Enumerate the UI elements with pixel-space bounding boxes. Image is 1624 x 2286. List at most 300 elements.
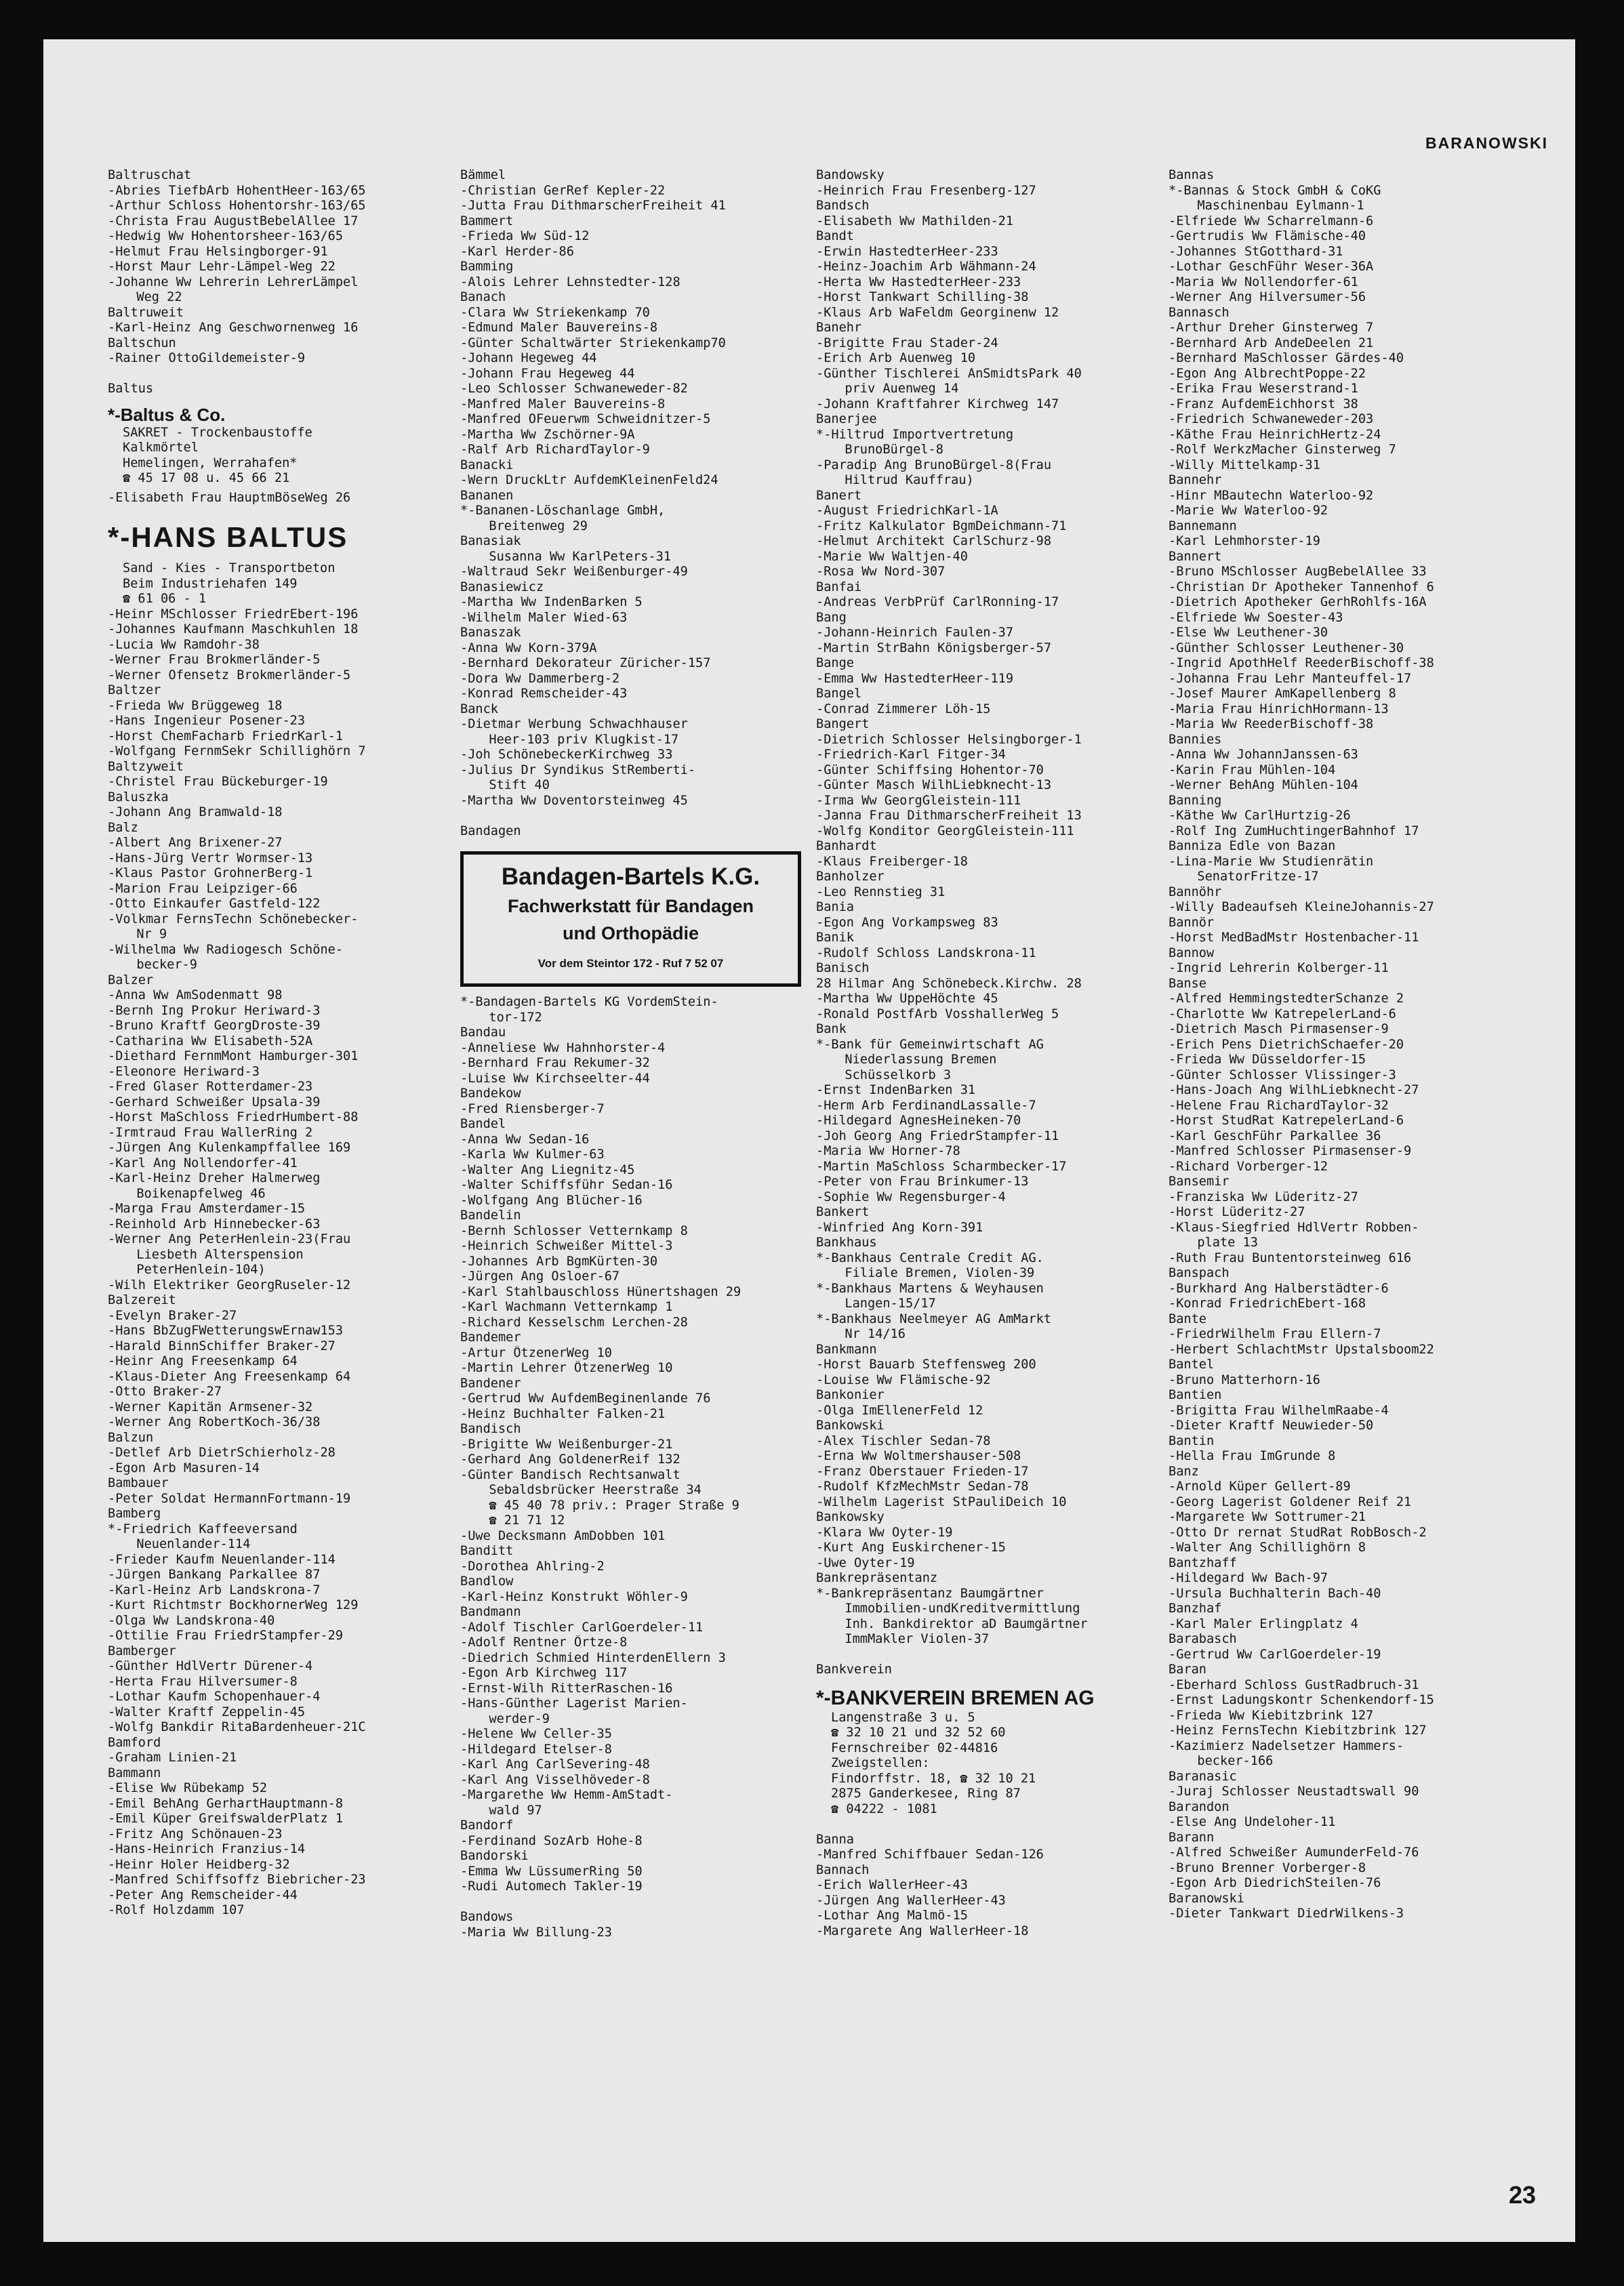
directory-entry: -Johann Frau Hegeweg 44	[460, 366, 635, 381]
directory-entry: 28 Hilmar Ang Schönebeck.Kirchw. 28	[816, 976, 1082, 991]
directory-entry: -Edmund Maler Bauvereins-8	[460, 321, 658, 335]
surname-heading: Baranowski	[1169, 1891, 1244, 1906]
directory-entry: Liesbeth Alterspension	[121, 1247, 304, 1262]
advertisement-body	[816, 1711, 1165, 1818]
directory-entry: Stift 40	[474, 778, 550, 792]
surname-heading: Banniza Edle von Bazan	[1169, 839, 1336, 853]
advertisement-line: ☎ 04222 - 1081	[831, 1801, 937, 1816]
directory-entry: -Horst Bauarb Steffensweg 200	[816, 1358, 1036, 1372]
directory-entry: -Maria Ww Horner-78	[816, 1144, 960, 1158]
directory-entry: -Willy Badeaufseh KleineJohannis-27	[1169, 900, 1434, 914]
directory-entry: -Brigitte Ww Weißenburger-21	[460, 1437, 673, 1452]
directory-entry: -Günther Schlosser Leuthener-30	[1169, 640, 1404, 655]
directory-entry: -Emil Küper GreifswalderPlatz 1	[108, 1812, 344, 1826]
directory-entry: -Kurt Ang Euskirchener-15	[816, 1540, 1006, 1555]
directory-entry: -Heinr Ang Freesenkamp 64	[108, 1354, 298, 1368]
directory-entry: -Richard Vorberger-12	[1169, 1159, 1328, 1174]
surname-heading: Bankhaus	[816, 1236, 877, 1250]
directory-entry: -Erich Arb Auenweg 10	[816, 351, 976, 365]
advertisement-line: Kalkmörtel	[123, 441, 199, 455]
surname-heading: Bankmann	[816, 1342, 877, 1357]
surname-heading: Bansemir	[1169, 1175, 1230, 1189]
directory-entry: -Gertrud Ww AufdemBeginenlande 76	[460, 1391, 711, 1406]
directory-entry: -Erich Pens DietrichSchaefer-20	[1169, 1037, 1404, 1052]
directory-entry: -Else Ang Undeloher-11	[1169, 1815, 1336, 1829]
directory-entry: -Horst ChemFacharb FriedrKarl-1	[108, 729, 344, 743]
directory-entry: -Rolf WerkzMacher Ginsterweg 7	[1169, 443, 1396, 457]
directory-entry: *-Bankhaus Centrale Credit AG.	[816, 1250, 1044, 1265]
directory-entry: -Egon Arb Masuren-14	[108, 1461, 260, 1475]
directory-entry: -Johannes Kaufmann Maschkuhlen 18	[108, 622, 359, 636]
directory-entry: -Käthe Frau HeinrichHertz-24	[1169, 427, 1381, 442]
advertisement-line: Beim Industriehafen 149	[123, 576, 298, 591]
directory-entry: -Anna Ww Sedan-16	[460, 1132, 590, 1147]
directory-entry: -Wilhelm Maler Wied-63	[460, 610, 628, 625]
directory-entry: -Irma Ww GeorgGleistein-111	[816, 793, 1021, 808]
surname-heading: Bante	[1169, 1311, 1206, 1326]
directory-entry: -Fritz Kalkulator BgmDeichmann-71	[816, 518, 1067, 533]
directory-entry: -Harald BinnSchiffer Braker-27	[108, 1339, 336, 1353]
directory-entry: -Karl Ang CarlSevering-48	[460, 1757, 650, 1772]
directory-entry: -Johann-Heinrich Faulen-37	[816, 626, 1014, 640]
directory-entry: -Maria Ww ReederBischoff-38	[1169, 717, 1374, 731]
surname-heading: Banditt	[460, 1544, 514, 1558]
advertisement-body	[108, 561, 457, 607]
directory-entry: -Dorothea Ahlring-2	[460, 1559, 605, 1574]
directory-entry: -Klaus-Siegfried HdlVertr Robben-	[1169, 1220, 1419, 1235]
advertiser-name: *-BANKVEREIN BREMEN AG	[816, 1686, 1095, 1709]
directory-entry: -Bernhard MaSchlosser Gärdes-40	[1169, 351, 1404, 365]
surname-heading: Bannert	[1169, 549, 1222, 564]
surname-heading: Bankowsky	[816, 1510, 885, 1524]
directory-entry: ☎ 21 71 12	[474, 1513, 565, 1528]
surname-heading: Bangert	[816, 717, 870, 731]
directory-entry: -Maria Frau HinrichHormann-13	[1169, 701, 1389, 716]
surname-heading: Bandelin	[460, 1208, 521, 1223]
directory-entry: *-Bankrepräsentanz Baumgärtner	[816, 1586, 1044, 1601]
surname-heading: Bantel	[1169, 1358, 1215, 1372]
directory-entry: -Lucia Ww Ramdohr-38	[108, 637, 260, 652]
directory-entry: -Volkmar FernsTechn Schönebecker-	[108, 912, 359, 926]
directory-entry: -Dora Ww Dammerberg-2	[460, 671, 620, 686]
directory-entry: Nr 14/16	[830, 1327, 906, 1341]
directory-entry: Heer-103 priv Klugkist-17	[474, 732, 679, 747]
directory-entry: -Gertrud Ww CarlGoerdeler-19	[1169, 1647, 1381, 1662]
surname-heading: Bandmann	[460, 1605, 521, 1619]
surname-heading: Bannies	[1169, 732, 1222, 747]
directory-entry: -Hans BbZugFWetterungswErnaw153	[108, 1324, 344, 1338]
surname-heading: Banasiewicz	[460, 579, 544, 594]
directory-entry: -Franziska Ww Lüderitz-27	[1169, 1189, 1358, 1204]
directory-entry: -Erich WallerHeer-43	[816, 1878, 968, 1892]
directory-entry: becker-166	[1182, 1754, 1274, 1768]
surname-heading: Bamford	[108, 1735, 161, 1750]
directory-entry: -Johann Kraftfahrer Kirchweg 147	[816, 396, 1059, 411]
surname-heading: Balzun	[108, 1430, 154, 1445]
directory-entry: -Martha Ww IndenBarken 5	[460, 595, 643, 609]
directory-entry: -Arthur Dreher Ginsterweg 7	[1169, 321, 1374, 335]
directory-entry: -Else Ww Leuthener-30	[1169, 626, 1328, 640]
surname-heading: Barann	[1169, 1830, 1215, 1845]
directory-entry: -Adolf Rentner Örtze-8	[460, 1635, 628, 1650]
directory-entry: -Bruno Kraftf GeorgDroste-39	[108, 1019, 321, 1033]
directory-entry: -Herbert SchlachtMstr Upstalsboom22	[1169, 1342, 1434, 1357]
surname-heading: Banik	[816, 931, 854, 945]
surname-heading: Bamberg	[108, 1507, 161, 1521]
column-1	[108, 168, 457, 1919]
directory-entry: -Margarete Ww Sottrumer-21	[1169, 1510, 1366, 1524]
surname-heading: Bammann	[108, 1765, 161, 1780]
surname-heading: Bandau	[460, 1025, 506, 1040]
directory-entry: -Charlotte Ww KatrepelerLand-6	[1169, 1006, 1396, 1021]
directory-entry: -Margarete Ang WallerHeer-18	[816, 1923, 1029, 1938]
directory-entry: werder-9	[474, 1711, 550, 1726]
directory-entry: -Herta Frau Hilversumer-8	[108, 1674, 298, 1689]
directory-entry: -Heinrich Schweißer Mittel-3	[460, 1239, 673, 1253]
directory-entry: -Ottilie Frau FriedrStampfer-29	[108, 1629, 344, 1643]
surname-heading: Bangel	[816, 687, 862, 701]
directory-entry: -Alfred HemmingstedterSchanze 2	[1169, 992, 1404, 1006]
directory-entry: -Burkhard Ang Halberstädter-6	[1169, 1281, 1389, 1296]
directory-entry: -Martha Ww Zschörner-9A	[460, 427, 635, 442]
directory-entry: -Hildegard AgnesHeineken-70	[816, 1114, 1021, 1128]
directory-entry: -Helmut Architekt CarlSchurz-98	[816, 534, 1052, 548]
directory-entry: Niederlassung Bremen	[830, 1053, 997, 1067]
directory-entry: -Hans Ingenieur Posener-23	[108, 714, 306, 728]
directory-entry: -Johann Hegeweg 44	[460, 351, 597, 365]
surname-heading: Bandlow	[460, 1574, 514, 1589]
directory-entry: -Ernst Ladungskontr Schenkendorf-15	[1169, 1693, 1434, 1707]
directory-entry: -Luise Ww Kirchseelter-44	[460, 1071, 650, 1086]
surname-heading: Bannöhr	[1169, 884, 1222, 899]
directory-entry: -Bernhard Dekorateur Züricher-157	[460, 656, 711, 670]
directory-entry: -Friedrich-Karl Fitger-34	[816, 748, 1006, 762]
advertisement-line: 2875 Ganderkesee, Ring 87	[831, 1787, 1021, 1801]
directory-entry: -Günter Masch WilhLiebknecht-13	[816, 778, 1052, 792]
directory-entry: -Karl-Heinz Konstrukt Wöhler-9	[460, 1589, 688, 1604]
directory-entry: Breitenweg 29	[474, 518, 588, 533]
advertisement-line: ☎ 32 10 21 und 32 52 60	[831, 1726, 1006, 1740]
advertisement-line: Hemelingen, Werrahafen*	[123, 455, 298, 470]
surname-heading: Banasiak	[460, 534, 521, 548]
directory-entry: -Franz Oberstauer Frieden-17	[816, 1464, 1029, 1479]
advertisement-line: Zweigstellen:	[831, 1756, 930, 1770]
directory-entry: -Friedrich Schwaneweder-203	[1169, 412, 1374, 426]
advertisement	[108, 519, 457, 607]
directory-entry: -Karl Ang Nollendorfer-41	[108, 1156, 298, 1170]
directory-entry: -Erika Frau Weserstrand-1	[1169, 382, 1358, 396]
directory-entry: -Werner Ang RobertKoch-36/38	[108, 1415, 321, 1429]
surname-heading: Bankonier	[816, 1388, 885, 1402]
directory-entry: *-Bananen-Löschanlage GmbH,	[460, 504, 666, 518]
directory-entry: -Detlef Arb DietrSchierholz-28	[108, 1446, 336, 1460]
surname-heading: Bandows	[460, 1910, 514, 1924]
directory-entry: -Dietrich Schlosser Helsingborger-1	[816, 732, 1082, 747]
directory-entry: -Conrad Zimmerer Löh-15	[816, 701, 991, 716]
directory-entry: -Eleonore Heriward-3	[108, 1064, 260, 1079]
directory-entry: -Frieda Ww Süd-12	[460, 229, 590, 243]
directory-entry: -Christian GerRef Kepler-22	[460, 183, 666, 198]
directory-entry: priv Auenweg 14	[830, 382, 959, 396]
directory-entry: -Janna Frau DithmarscherFreiheit 13	[816, 809, 1082, 823]
directory-entry: -Karl Ang Visselhöveder-8	[460, 1772, 650, 1787]
directory-entry: -Dieter Kraftf Neuwieder-50	[1169, 1418, 1374, 1433]
directory-entry: PeterHenlein-104)	[121, 1263, 266, 1277]
directory-entry: -Karl Maler Erlingplatz 4	[1169, 1616, 1358, 1631]
surname-heading: Bamming	[460, 260, 514, 274]
directory-entry: Maschinenbau Eylmann-1	[1182, 199, 1364, 213]
directory-entry: -Alois Lehrer Lehnstedter-128	[460, 274, 681, 289]
directory-entry: -Anna Ww Korn-379A	[460, 640, 597, 655]
surname-heading: Baltruschat	[108, 168, 192, 182]
surname-heading: Bandel	[460, 1117, 506, 1131]
directory-entry: -Anneliese Ww Hahnhorster-4	[460, 1040, 666, 1055]
surname-heading: Banspach	[1169, 1266, 1230, 1280]
directory-entry: -Franz AufdemEichhorst 38	[1169, 396, 1358, 411]
directory-entry: -Rudolf KfzMechMstr Sedan-78	[816, 1479, 1029, 1494]
directory-entry: -Elise Ww Rübekamp 52	[108, 1781, 268, 1795]
advertisement-line: SAKRET - Trockenbaustoffe	[123, 425, 312, 440]
surname-heading: Bania	[816, 900, 854, 914]
directory-entry: -Egon Arb DiedrichSteilen-76	[1169, 1876, 1381, 1890]
directory-entry: -Karl-Heinz Dreher Halmerweg	[108, 1171, 321, 1185]
directory-entry: -Jürgen Ang Kulenkampffallee 169	[108, 1141, 351, 1155]
directory-entry: -Günter Schaltwärter Striekenkamp70	[460, 335, 726, 350]
surname-heading: Banerjee	[816, 412, 877, 426]
directory-entry: -Anna Ww JohannJanssen-63	[1169, 748, 1358, 762]
directory-entry: *-Hiltrud Importvertretung	[816, 427, 1014, 442]
directory-entry: Susanna Ww KarlPeters-31	[474, 549, 672, 564]
directory-entry: -Gerhard Ang GoldenerReif 132	[460, 1452, 681, 1467]
directory-entry: -Margarethe Ww Hemm-AmStadt-	[460, 1788, 673, 1802]
surname-heading: Balzereit	[108, 1293, 176, 1307]
directory-entry: -Waltraud Sekr Weißenburger-49	[460, 565, 688, 579]
directory-entry: -Helene Frau RichardTaylor-32	[1169, 1098, 1389, 1113]
spacer	[460, 809, 809, 824]
directory-entry: Schüsselkorb 3	[830, 1067, 952, 1082]
directory-entry: Weg 22	[121, 290, 182, 304]
directory-entry: -Günter Schlosser Vlissinger-3	[1169, 1067, 1396, 1082]
surname-heading: Baltruweit	[108, 305, 184, 320]
directory-entry: -Ruth Frau Buntentorsteinweg 616	[1169, 1250, 1412, 1265]
directory-entry: -Erna Ww Woltmershauser-508	[816, 1449, 1021, 1463]
directory-entry: -Günter Bandisch Rechtsanwalt	[460, 1467, 681, 1482]
directory-entry: Immobilien-undKreditvermittlung	[830, 1601, 1080, 1616]
directory-entry: -Karl Wachmann Vetternkamp 1	[460, 1300, 673, 1314]
directory-entry: -Bernhard Arb AndeDeelen 21	[1169, 335, 1374, 350]
directory-entry: -Joh SchönebeckerKirchweg 33	[460, 748, 673, 762]
directory-entry: -Paradip Ang BrunoBürgel-8(Frau	[816, 457, 1052, 472]
directory-entry: ImmMakler Violen-37	[830, 1632, 990, 1646]
directory-entry: -Bruno Matterhorn-16	[1169, 1372, 1320, 1387]
directory-entry: Nr 9	[121, 927, 167, 941]
directory-entry: -Heinr Holer Heidberg-32	[108, 1857, 290, 1872]
directory-entry: -Diethard FernmMont Hamburger-301	[108, 1049, 359, 1063]
advert-subtitle: und Orthopädie	[563, 923, 699, 943]
directory-entry: -Juraj Schlosser Neustadtswall 90	[1169, 1784, 1419, 1799]
spacer	[108, 367, 457, 382]
surname-heading: Bananen	[460, 488, 514, 503]
directory-entry: -Sophie Ww Regensburger-4	[816, 1189, 1006, 1204]
surname-heading: Bantien	[1169, 1388, 1222, 1402]
directory-entry: -Martha Ww Doventorsteinweg 45	[460, 793, 688, 808]
surname-heading: Bankrepräsentanz	[816, 1571, 938, 1585]
surname-heading: Banacki	[460, 457, 514, 472]
directory-entry: -Rudi Automech Takler-19	[460, 1879, 643, 1894]
directory-entry: -Rainer OttoGildemeister-9	[108, 351, 306, 365]
directory-entry: *-Bannas & Stock GmbH & CoKG	[1169, 183, 1381, 198]
directory-entry: -Ernst IndenBarken 31	[816, 1083, 976, 1097]
surname-heading: Bandowsky	[816, 168, 885, 182]
directory-entry: -Bernh Ing Prokur Heriward-3	[108, 1003, 321, 1018]
surname-heading: Bannasch	[1169, 305, 1230, 320]
directory-entry: -Jutta Frau DithmarscherFreiheit 41	[460, 199, 726, 213]
surname-heading: Barandon	[1169, 1799, 1230, 1814]
directory-entry: -Egon Ang AlbrechtPoppe-22	[1169, 366, 1366, 381]
directory-entry: -Günter Schiffsing Hohentor-70	[816, 762, 1044, 777]
directory-entry: -Diedrich Schmied HinterdenEllern 3	[460, 1650, 726, 1665]
directory-entry: -Erwin HastedterHeer-233	[816, 244, 998, 259]
directory-entry: -Herm Arb FerdinandLassalle-7	[816, 1098, 1036, 1113]
surname-heading: Banning	[1169, 793, 1222, 808]
directory-entry: -Werner Ofensetz Brokmerländer-5	[108, 668, 351, 682]
surname-heading: Bank	[816, 1022, 847, 1036]
directory-entry: -Wolfgang Ang Blücher-16	[460, 1193, 643, 1208]
directory-entry: -Peter von Frau Brinkumer-13	[816, 1175, 1029, 1189]
directory-entry: -Marie Ww Waterloo-92	[1169, 504, 1328, 518]
surname-heading: Bämmel	[460, 168, 506, 182]
directory-entry: -Johanna Frau Lehr Manteuffel-17	[1169, 671, 1412, 686]
directory-entry: BrunoBürgel-8	[830, 443, 943, 457]
directory-entry: -Kurt Richtmstr BockhornerWeg 129	[108, 1598, 359, 1612]
directory-entry: ☎ 45 40 78 priv.: Prager Straße 9	[474, 1498, 739, 1513]
surname-heading: Bambauer	[108, 1476, 169, 1490]
directory-entry: -Emil BehAng GerhartHauptmann-8	[108, 1796, 344, 1811]
directory-entry: -Werner Kapitän Armsener-32	[108, 1400, 313, 1414]
directory-entry: -Kazimierz Nadelsetzer Hammers-	[1169, 1738, 1404, 1753]
directory-entry: -Manfred OFeuerwm Schweidnitzer-5	[460, 412, 711, 426]
directory-entry: -Anna Ww AmSodenmatt 98	[108, 988, 283, 1002]
directory-entry: -Heinz FernsTechn Kiebitzbrink 127	[1169, 1723, 1427, 1738]
directory-entry: -Arthur Schloss Hohentorshr-163/65	[108, 199, 366, 213]
directory-entry: -Bruno Brenner Vorberger-8	[1169, 1860, 1366, 1875]
directory-entry: -Werner Frau Brokmerländer-5	[108, 653, 321, 667]
directory-entry: SenatorFritze-17	[1182, 870, 1319, 884]
directory-entry: -Horst MaSchloss FriedrHumbert-88	[108, 1110, 359, 1124]
directory-entry: -Walter Schiffsführ Sedan-16	[460, 1178, 673, 1192]
surname-heading: Baltus	[108, 382, 154, 396]
directory-entry: -Andreas VerbPrüf CarlRonning-17	[816, 595, 1059, 609]
directory-entry: -Karl-Heinz Arb Landskrona-7	[108, 1583, 321, 1597]
surname-heading: Balz	[108, 820, 138, 835]
directory-entry: -Albert Ang Brixener-27	[108, 836, 283, 850]
directory-entry: *-Bandagen-Bartels KG VordemStein-	[460, 995, 718, 1009]
directory-entry: -Klara Ww Oyter-19	[816, 1525, 953, 1540]
surname-heading: Bantin	[1169, 1433, 1215, 1448]
directory-entry: -Julius Dr Syndikus StRemberti-	[460, 762, 696, 777]
directory-entry: -Käthe Ww CarlHurtzig-26	[1169, 809, 1351, 823]
surname-heading: Baranasic	[1169, 1769, 1237, 1784]
directory-entry: -Karl-Heinz Ang Geschwornenweg 16	[108, 321, 359, 335]
advertisement-line: Fernschreiber 02-44816	[831, 1740, 998, 1755]
directory-entry: -Karl Herder-86	[460, 244, 574, 259]
directory-entry: -Otto Einkaufer Gastfeld-122	[108, 897, 321, 911]
column-3	[816, 168, 1165, 1939]
directory-entry: -Hans-Heinrich Franzius-14	[108, 1842, 306, 1856]
directory-entry: -Arnold Küper Gellert-89	[1169, 1479, 1351, 1494]
surname-heading: Banse	[1169, 976, 1206, 991]
surname-heading: Bandener	[460, 1376, 521, 1391]
directory-entry: *-Bankhaus Martens & Weyhausen	[816, 1281, 1044, 1296]
directory-entry: -Rudolf Schloss Landskrona-11	[816, 945, 1036, 960]
directory-entry: -Olga Ww Landskrona-40	[108, 1613, 275, 1628]
directory-entry: -Manfred Schiffbauer Sedan-126	[816, 1848, 1044, 1862]
directory-entry: -Lothar GeschFühr Weser-36A	[1169, 260, 1374, 274]
advertisement-line: ☎ 61 06 - 1	[123, 592, 207, 606]
advertiser-name: *-Baltus & Co.	[108, 404, 226, 425]
surname-heading: Baluszka	[108, 790, 169, 804]
surname-heading: Baltschun	[108, 335, 176, 350]
directory-entry: Sebaldsbrücker Heerstraße 34	[474, 1483, 702, 1497]
directory-entry: -Rolf Ing ZumHuchtingerBahnhof 17	[1169, 823, 1419, 838]
directory-entry: -Ursula Buchhalterin Bach-40	[1169, 1586, 1381, 1601]
directory-entry: -Ronald PostfArb VosshallerWeg 5	[816, 1006, 1059, 1021]
directory-entry: -Wilh Elektriker GeorgRuseler-12	[108, 1278, 351, 1292]
directory-entry: -Werner BehAng Mühlen-104	[1169, 778, 1358, 792]
directory-entry: -Dietmar Werbung Schwachhauser	[460, 717, 688, 731]
surname-heading: Banach	[460, 290, 506, 304]
directory-entry: -Johann Ang Bramwald-18	[108, 805, 283, 819]
surname-heading: Bammert	[460, 213, 514, 228]
directory-entry: -Maria Ww Billung-23	[460, 1925, 612, 1940]
directory-entry: -Winfried Ang Korn-391	[816, 1220, 983, 1235]
directory-entry: -Frieda Ww Brüggeweg 18	[108, 698, 283, 713]
directory-entry: -Bernh Schlosser Vetternkamp 8	[460, 1223, 688, 1238]
directory-entry: -Hinr MBautechn Waterloo-92	[1169, 488, 1374, 503]
directory-entry: -Christel Frau Bückeburger-19	[108, 775, 328, 789]
directory-entry: -Bruno MSchlosser AugBebelAllee 33	[1169, 565, 1427, 579]
directory-entry: -Martin MaSchloss Scharmbecker-17	[816, 1159, 1067, 1174]
surname-heading: Bannemann	[1169, 518, 1237, 533]
page-number: 23	[1508, 2181, 1536, 2209]
surname-heading: Bannehr	[1169, 473, 1222, 487]
directory-entry: -Wolfg Bankdir RitaBardenheuer-21C	[108, 1720, 366, 1734]
directory-entry: -Adolf Tischler CarlGoerdeler-11	[460, 1620, 704, 1635]
directory-entry: -Lothar Kaufm Schopenhauer-4	[108, 1690, 321, 1704]
surname-heading: Banaszak	[460, 626, 521, 640]
directory-entry: -Hedwig Ww Hohentorsheer-163/65	[108, 229, 344, 243]
directory-entry: -Johannes Arb BgmKürten-30	[460, 1254, 658, 1269]
directory-entry: -Fred Riensberger-7	[460, 1101, 605, 1116]
directory-entry: *-Bankhaus Neelmeyer AG AmMarkt	[816, 1311, 1052, 1326]
directory-entry: -Klaus Freiberger-18	[816, 854, 968, 869]
column-2	[460, 168, 809, 1940]
surname-heading: Banehr	[816, 321, 862, 335]
directory-entry: -Klaus Arb WaFeldm Georginenw 12	[816, 305, 1059, 320]
directory-entry: -Marga Frau Amsterdamer-15	[108, 1202, 306, 1216]
advert-title: Bandagen-Bartels K.G.	[501, 863, 760, 890]
directory-entry: -Emma Ww HastedterHeer-119	[816, 671, 1014, 686]
directory-entry: -Johanne Ww Lehrerin LehrerLämpel	[108, 274, 359, 289]
surname-heading: Bange	[816, 656, 854, 670]
surname-heading: Banhardt	[816, 839, 877, 853]
directory-entry: -Wilhelm Lagerist StPauliDeich 10	[816, 1494, 1067, 1509]
advert-address: Vor dem Steintor 172 - Ruf 7 52 07	[537, 957, 724, 970]
directory-entry: -Walter Ang Liegnitz-45	[460, 1162, 635, 1177]
directory-entry: -Gertrudis Ww Flämische-40	[1169, 229, 1366, 243]
surname-heading: Banisch	[816, 961, 870, 975]
directory-entry: -Georg Lagerist Goldener Reif 21	[1169, 1494, 1412, 1509]
